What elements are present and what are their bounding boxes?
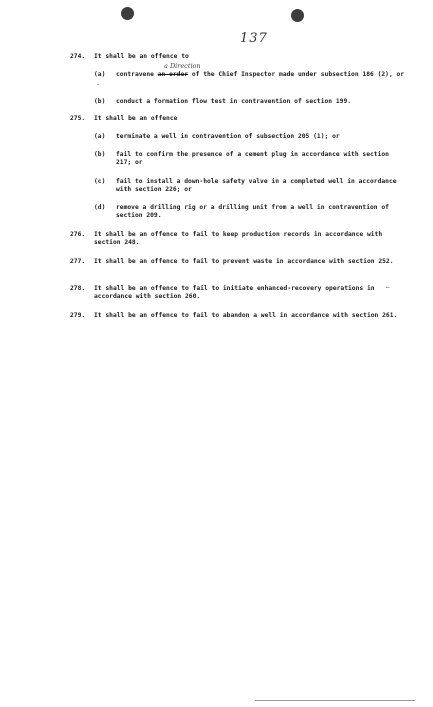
clause-label: (a) <box>94 71 106 78</box>
binder-hole-left <box>121 7 134 20</box>
section-text: It shall be an offence <box>94 115 178 122</box>
clause-text-end: of the Chief Inspector made under subsection 186 (2), or <box>188 71 405 78</box>
section-number: 277. <box>70 258 86 265</box>
struck-text: an order <box>157 71 189 78</box>
clause-label: (c) <box>94 178 106 185</box>
clause-text: fail to confirm the presence of a cement plug in accordance with section 217; or <box>116 151 389 167</box>
section-text: It shall be an offence to <box>94 53 189 60</box>
section-number: 279. <box>70 312 86 319</box>
clause-text: remove a drilling rig or a drilling unit from a well in contravention of section 209. <box>116 204 389 220</box>
clause-text <box>116 71 406 79</box>
clause-text: terminate a well in contravention of subsection 205 (1); or <box>116 133 340 140</box>
clause-text-start: contravene <box>116 71 158 78</box>
section-text: It shall be an offence to fail to abandon a well in accordance with section 261. <box>94 312 398 319</box>
bottom-edge-line <box>255 700 415 701</box>
section-number: 278. <box>70 285 86 292</box>
section-text: It shall be an offence to fail to keep production records in accordance with section 248. <box>94 231 383 247</box>
section-text: It shall be an offence to fail to prevent waste in accordance with section 252. <box>94 258 394 265</box>
handwritten-page-number: 137 <box>240 31 268 46</box>
clause-label: (a) <box>94 133 106 140</box>
section-number: 274. <box>70 53 86 60</box>
section-number: 276. <box>70 231 86 238</box>
clause-label: (d) <box>94 204 106 211</box>
binder-hole-right <box>291 9 304 22</box>
section-text: It shall be an offence to fail to initiate enhanced-recovery operations in accordance with section 260. <box>94 285 375 301</box>
clause-label: (b) <box>94 98 106 105</box>
margin-tick-mark: - <box>96 81 100 88</box>
handwritten-insertion: a Direction <box>164 62 201 70</box>
clause-text: conduct a formation flow test in contravention of section 199. <box>116 98 352 105</box>
clause-label: (b) <box>94 151 106 158</box>
clause-text: fail to install a down-hole safety valve in a completed well in accordance with section 226; or <box>116 178 397 194</box>
section-number: 275. <box>70 115 86 122</box>
margin-arrow-mark: ← <box>386 284 390 291</box>
